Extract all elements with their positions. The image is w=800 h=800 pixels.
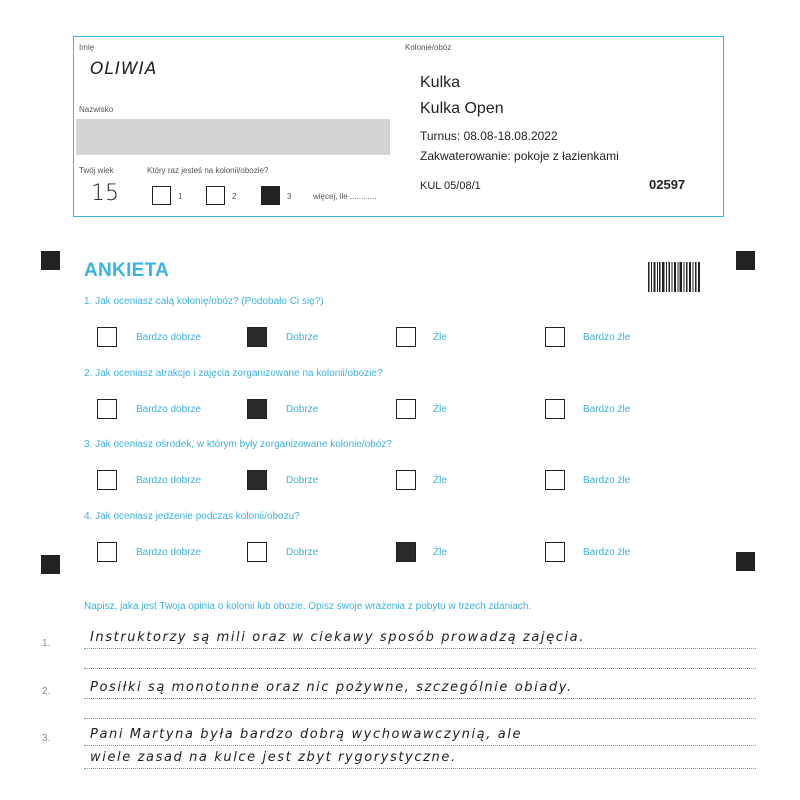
- answer-line-2b: [84, 718, 756, 719]
- header-form: [73, 36, 724, 217]
- visit-more-label: więcej, ile ............: [313, 192, 377, 201]
- q4-zle-checkbox[interactable]: [396, 542, 416, 562]
- visit-3-label: 3: [287, 192, 292, 201]
- question-4-text: 4. Jak oceniasz jedzenie podczas kolonii/obozu?: [84, 511, 300, 522]
- registration-marker-bottom-right: [736, 552, 755, 571]
- q4-bardzo-zle-label: Bardzo źle: [583, 547, 631, 558]
- camp-code: KUL 05/08/1: [420, 180, 481, 192]
- q4-bardzo-dobrze-checkbox[interactable]: [97, 542, 117, 562]
- q2-zle-label: Źle: [433, 404, 447, 415]
- age-value[interactable]: 15: [91, 181, 119, 206]
- q4-dobrze-label: Dobrze: [286, 547, 319, 558]
- registration-marker-bottom-left: [41, 555, 60, 574]
- visit-count-label: Który raz jesteś na kolonii/obozie?: [147, 166, 269, 175]
- q2-bardzo-zle-checkbox[interactable]: [545, 399, 565, 419]
- q1-bardzo-dobrze-checkbox[interactable]: [97, 327, 117, 347]
- visit-1-checkbox[interactable]: [152, 186, 171, 205]
- q1-zle-label: Źle: [433, 332, 447, 343]
- opinion-prompt: Napisz, jaka jest Twoja opinia o kolonii lub obozie. Opisz swoje wrażenia z pobytu w trzech zdaniach.: [84, 601, 532, 612]
- camp-label: Kolonie/obóz: [405, 43, 452, 52]
- line-number-3: 3.: [42, 733, 51, 744]
- q4-dobrze-checkbox[interactable]: [247, 542, 267, 562]
- last-name-label: Nazwisko: [79, 105, 114, 114]
- camp-accommodation: Zakwaterowanie: pokoje z łazienkami: [420, 149, 619, 163]
- opinion-line-3a[interactable]: Pani Martyna była bardzo dobrą wychowawczynią, ale: [90, 727, 523, 742]
- q4-zle-label: Źle: [433, 547, 447, 558]
- opinion-line-2[interactable]: Posiłki są monotonne oraz nic pożywne, szczególnie obiady.: [90, 680, 573, 695]
- q1-zle-checkbox[interactable]: [396, 327, 416, 347]
- q2-bardzo-dobrze-checkbox[interactable]: [97, 399, 117, 419]
- q3-bardzo-dobrze-checkbox[interactable]: [97, 470, 117, 490]
- q1-bardzo-zle-label: Bardzo źle: [583, 332, 631, 343]
- q1-dobrze-label: Dobrze: [286, 332, 319, 343]
- survey-title: ANKIETA: [84, 260, 170, 281]
- question-3-text: 3. Jak oceniasz ośrodek, w którym były zorganizowane kolonie/obóz?: [84, 439, 392, 450]
- question-2-text: 2. Jak oceniasz atrakcje i zajęcia zorganizowane na kolonii/obozie?: [84, 368, 383, 379]
- line-number-1: 1.: [42, 638, 51, 649]
- registration-marker-top-right: [736, 251, 755, 270]
- barcode: [648, 262, 700, 292]
- camp-subname: Kulka Open: [420, 100, 504, 117]
- first-name-label: Imię: [79, 43, 95, 52]
- q4-bardzo-dobrze-label: Bardzo dobrze: [136, 547, 202, 558]
- q3-dobrze-checkbox[interactable]: [247, 470, 267, 490]
- visit-count-cell: [141, 160, 399, 218]
- q3-zle-label: Źle: [433, 475, 447, 486]
- visit-2-checkbox[interactable]: [206, 186, 225, 205]
- q2-bardzo-zle-label: Bardzo źle: [583, 404, 631, 415]
- last-name-cell: [74, 99, 399, 160]
- answer-line-1b: [84, 668, 756, 669]
- q1-bardzo-zle-checkbox[interactable]: [545, 327, 565, 347]
- first-name-value[interactable]: OLIWIA: [90, 59, 158, 79]
- q2-bardzo-dobrze-label: Bardzo dobrze: [136, 404, 202, 415]
- q1-bardzo-dobrze-label: Bardzo dobrze: [136, 332, 202, 343]
- visit-2-label: 2: [232, 192, 237, 201]
- age-label: Twój wiek: [79, 166, 114, 175]
- opinion-line-1[interactable]: Instruktorzy są mili oraz w ciekawy sposób prowadzą zajęcia.: [90, 630, 585, 645]
- q3-bardzo-zle-checkbox[interactable]: [545, 470, 565, 490]
- redacted-last-name: [76, 119, 390, 155]
- age-cell: [74, 160, 141, 218]
- opinion-line-3b[interactable]: wiele zasad na kulce jest zbyt rygorystyczne.: [90, 750, 457, 765]
- q2-dobrze-checkbox[interactable]: [247, 399, 267, 419]
- q3-dobrze-label: Dobrze: [286, 475, 319, 486]
- q2-dobrze-label: Dobrze: [286, 404, 319, 415]
- q4-bardzo-zle-checkbox[interactable]: [545, 542, 565, 562]
- visit-1-label: 1: [178, 192, 183, 201]
- first-name-cell: [74, 37, 399, 99]
- answer-line-1: [84, 648, 756, 649]
- camp-turnus: Turnus: 08.08-18.08.2022: [420, 129, 558, 143]
- visit-3-checkbox[interactable]: [261, 186, 280, 205]
- question-1-text: 1. Jak oceniasz całą kolonię/obóz? (Podobało Ci się?): [84, 296, 324, 307]
- q3-bardzo-dobrze-label: Bardzo dobrze: [136, 475, 202, 486]
- camp-info-cell: [399, 37, 725, 218]
- q1-dobrze-checkbox[interactable]: [247, 327, 267, 347]
- q3-zle-checkbox[interactable]: [396, 470, 416, 490]
- answer-line-2: [84, 698, 756, 699]
- form-number: 02597: [649, 177, 686, 192]
- q3-bardzo-zle-label: Bardzo źle: [583, 475, 631, 486]
- line-number-2: 2.: [42, 686, 51, 697]
- q2-zle-checkbox[interactable]: [396, 399, 416, 419]
- answer-line-3: [84, 745, 756, 746]
- registration-marker-top-left: [41, 251, 60, 270]
- camp-name: Kulka: [420, 74, 461, 91]
- answer-line-3b: [84, 768, 756, 769]
